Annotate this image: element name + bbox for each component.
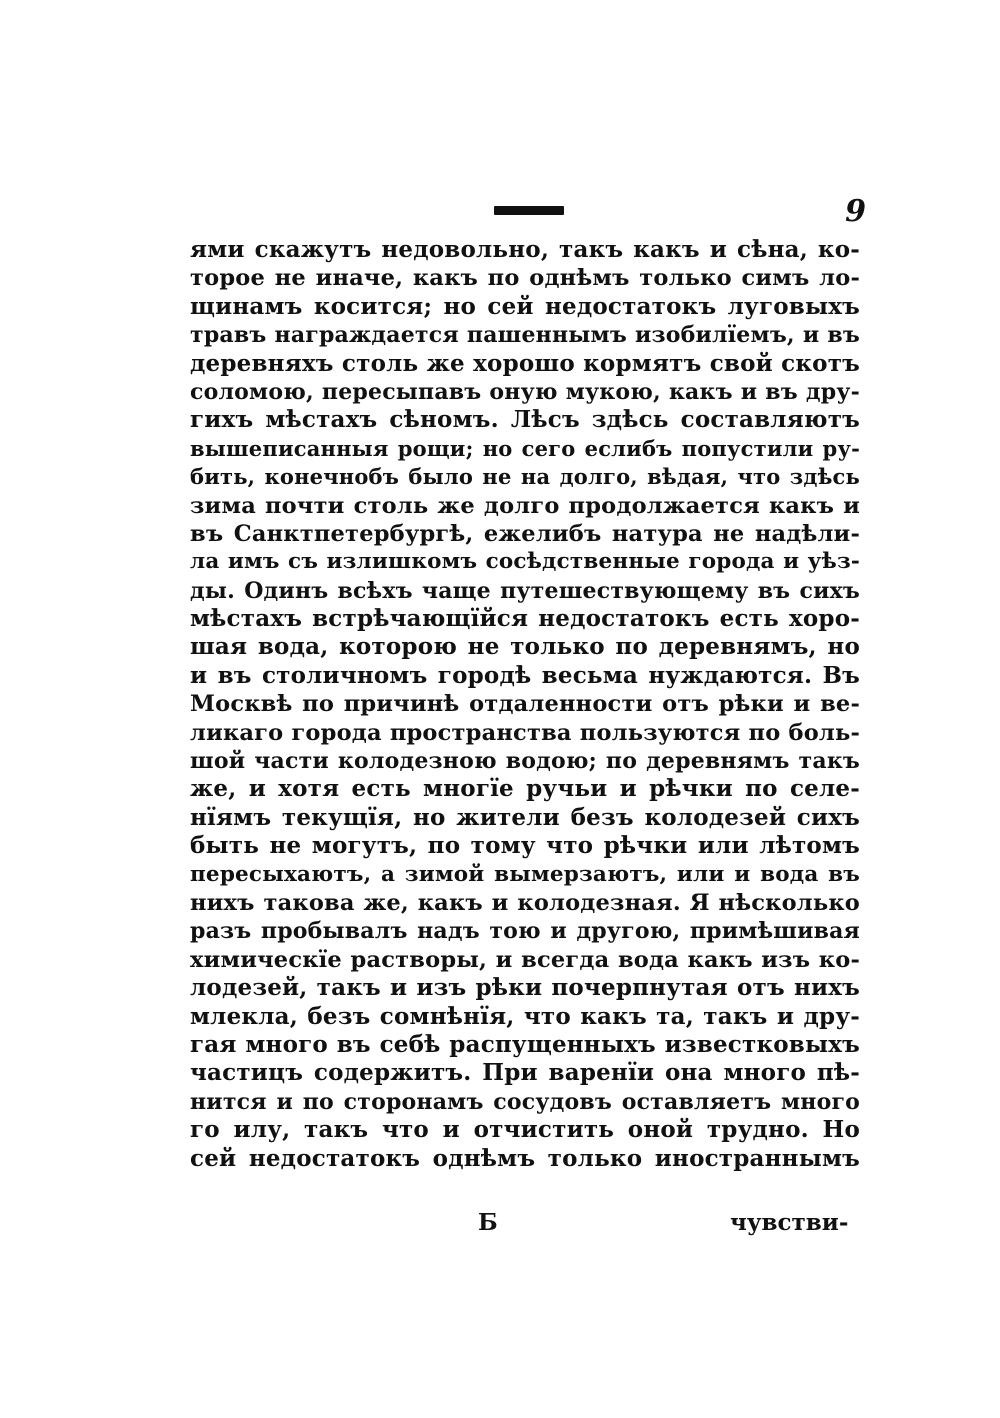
text-line: разъ пробывалъ надъ тою и другою, примѣшивая <box>190 918 860 945</box>
text-line: пересыхаютъ, а зимой вымерзаютъ, или и вода въ <box>190 861 860 887</box>
text-line: ями скажутъ недовольно, такъ какъ и сѣна, ко- <box>190 236 860 263</box>
text-line: соломою, пересыпавъ оную мукою, какъ и въ дру- <box>190 378 860 405</box>
text-line: гая много въ себѣ распущенныхъ известковыхъ <box>190 1030 860 1058</box>
text-line: химическїе растворы, и всегда вода какъ изъ ко- <box>190 946 860 973</box>
text-line: млекла, безъ сомнѣнїя, что какъ та, такъ и дру- <box>190 1002 860 1030</box>
body-text <box>190 236 860 1173</box>
text-line: ликаго города пространства пользуются по боль- <box>190 719 860 746</box>
text-line: ла имъ съ излишкомъ сосѣдственные города и уѣз- <box>190 549 860 575</box>
text-line: ды. Одинъ всѣхъ чаще путешествующему въ сихъ <box>190 577 860 604</box>
text-line: быть не могутъ, по тому что рѣчки или лѣтомъ <box>190 832 860 860</box>
text-line: Москвѣ по причинѣ отдаленности отъ рѣки и ве- <box>190 691 860 718</box>
text-line: и въ столичномъ городѣ весьма нуждаются. Въ <box>190 661 860 689</box>
text-line: бить, конечнобъ было не на долго, вѣдая, что здѣсь <box>190 464 860 490</box>
text-line: деревняхъ столь же хорошо кормятъ свой скотъ <box>190 349 860 377</box>
text-line: торое не иначе, какъ по однѣмъ только симъ ло- <box>190 265 860 292</box>
text-line: частицъ содержитъ. При варенїи она много пѣ- <box>190 1059 860 1087</box>
text-line: сей недостатокъ однѣмъ только иностраннымъ <box>190 1144 860 1172</box>
text-line: зима почти столь же долго продолжается какъ и <box>190 492 860 519</box>
text-line: шая вода, которою не только по деревнямъ, но <box>190 633 860 661</box>
text-line: травъ награждается пашеннымъ изобилїемъ, и въ <box>190 322 860 349</box>
text-line: же, и хотя есть многїе ручьи и рѣчки по селе- <box>190 775 860 803</box>
header-ornament <box>494 206 564 215</box>
signature-mark: Б <box>478 1209 498 1236</box>
text-line: лодезей, такъ и изъ рѣки почерпнутая отъ нихъ <box>190 974 860 1002</box>
text-line: го илу, такъ что и отчистить оной трудно. Но <box>190 1116 860 1144</box>
text-line: гихъ мѣстахъ сѣномъ. Лѣсъ здѣсь составляютъ <box>190 406 860 434</box>
page-number: 9 <box>845 194 866 229</box>
text-line: шой части колодезною водою; по деревнямъ такъ <box>190 748 860 775</box>
text-line: щинамъ косится; но сей недостатокъ луговыхъ <box>190 292 860 320</box>
catchword: чувстви- <box>730 1209 849 1236</box>
text-line: нїямъ текущїя, но жители безъ колодезей сихъ <box>190 803 860 831</box>
text-line: вышеписанныя рощи; но сего еслибъ попустили ру- <box>190 435 860 461</box>
text-line: въ Санктпетербургѣ, ежелибъ натура не надѣли- <box>190 520 860 547</box>
text-line: нится и по сторонамъ сосудовъ оставляетъ много <box>190 1088 860 1115</box>
text-line: мѣстахъ встрѣчающїйся недостатокъ есть хоро- <box>190 605 860 633</box>
text-line: нихъ такова же, какъ и колодезная. Я нѣсколько <box>190 889 860 916</box>
